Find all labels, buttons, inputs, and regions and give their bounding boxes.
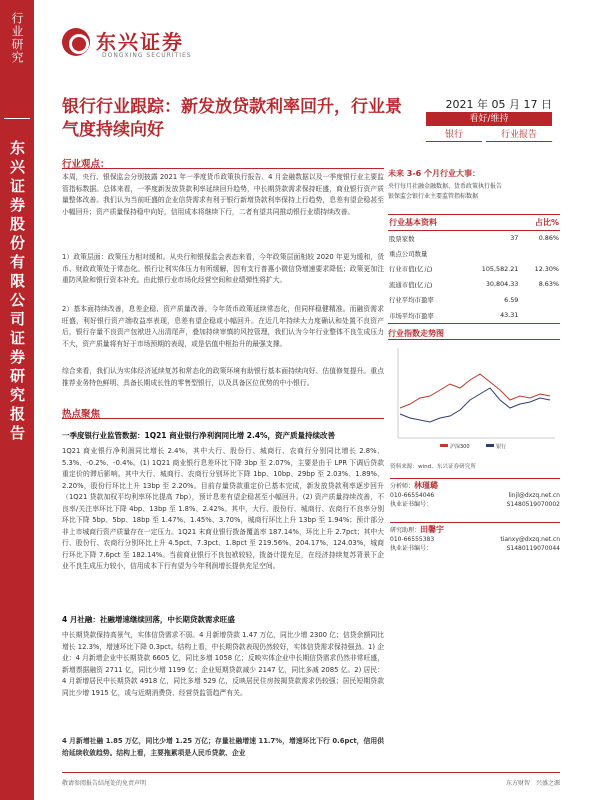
view-paragraph-3: 2）基本面持续改善，息差企稳、资产质量改善。今年货币政策延续常态化，但同样稳健精准。而融资需求旺盛，利好银行资产端收益率表现，息差有望企稳或小幅回升。在近几年持续大力度确认和处置不良资产后，银行存量不良资产包袱进入出清尾声，叠加持续审慎的风控管理，我们认为今年行业整体不良生成压力不大，资产质量将有好于市场预期的表现，或是估值中枢抬升的最强支撑。: [62, 305, 384, 348]
footer-disclaimer: 敬请参阅报告结尾处的免责声明: [62, 780, 147, 787]
row-value: 6.59: [504, 295, 519, 304]
row-value: [460, 246, 519, 262]
row-share: 8.63%: [538, 280, 559, 289]
row-key: 重点公司数量: [389, 249, 428, 258]
basic-heading: 行业基本资料: [389, 217, 437, 227]
row-key: 市场平均市盈率: [389, 311, 434, 320]
row-key: 行业市值(亿元): [389, 265, 433, 274]
hot-section-3-body: 4 月新增社融 1.85 万亿，同比少增 1.25 万亿；存量社融增速 11.7%，增速环比下行 0.6pct，信用供给延续收敛趋势。结构上看，主要拖累项是人民币贷款、企业: [62, 737, 384, 757]
logo-cn: 东兴证券: [96, 30, 184, 54]
chart-source: 资料来源：wind、东兴证券研究所: [390, 464, 476, 470]
view-paragraph-4: 综合来看，我们认为实体经济延续复苏和常态化的政策环境有助银行基本面持续向好、估值修复提升。重点推荐业务特色鲜明、具备长期成长性的零售型银行，以及具备区位优势的中小银行。: [62, 367, 384, 387]
sidebar: [0, 0, 34, 800]
industry-tag: 银行: [426, 128, 482, 142]
analyst-role: 分析师：: [390, 483, 415, 490]
trend-heading: 行业指数走势图: [388, 329, 444, 338]
assistant-tel: 010-66555383: [390, 536, 435, 543]
index-trend-chart: [390, 338, 560, 456]
row-share: [519, 246, 560, 262]
rating-badge: 看好/维持: [426, 112, 552, 126]
sidebar-divider: [4, 118, 30, 119]
series-line-bank: [400, 388, 550, 422]
report-title: 银行行业跟踪：新发放贷款利率回升，行业景气度持续向好: [62, 97, 402, 140]
analyst-tel: 010-66554046: [390, 492, 435, 499]
table-row: [388, 277, 560, 293]
row-share: [519, 308, 560, 324]
hot-heading: 热点聚焦: [62, 409, 101, 420]
view-rule: [62, 168, 384, 169]
view-heading: 行业观点：: [62, 159, 110, 170]
future-item: 银保监会银行业主要监管指标数据: [388, 192, 479, 200]
report-date: 2021 年 05 月 17 日: [426, 96, 552, 115]
assistant-cert-no: S1480119070044: [506, 545, 560, 552]
hot-rule: [62, 418, 384, 419]
assistant-cert-label: 执业证书编号：: [390, 545, 433, 552]
trend-svg: [390, 338, 560, 456]
assistant-role: 研究助理：: [390, 527, 421, 534]
hot-section-2-title: 4 月社融：社融增速继续回落，中长期贷款需求旺盛: [62, 615, 235, 624]
footer-slogan: 东方财智 兴盛之源: [505, 780, 560, 787]
assistant-name: 田馨宇: [420, 525, 445, 534]
row-value: 105,582.21: [481, 264, 519, 273]
hot-section-1-title: 一季度银行业监管数据：1Q21 商业银行净利润同比增 2.4%，资产质量持续改善: [62, 431, 336, 440]
assistant-email[interactable]: tianxy@dxzq.net.cn: [500, 536, 560, 543]
footer-rule: [62, 772, 560, 773]
row-value: 30,804.33: [485, 280, 519, 289]
future-item: 央行每月社融金融数据、货币政策执行报告: [388, 183, 503, 190]
legend-swatch-hs300: [440, 444, 448, 447]
row-share: [519, 292, 560, 308]
company-logo: [62, 26, 222, 66]
hot-section-2-body: 中长期贷款保持高景气，实体信贷需求不弱。4 月新增贷款 1.47 万亿，同比少增 2300 亿；信贷余额同比增长 12.3%，增速环比下降 0.3pct。结构上看，中长期贷款表现仍然较好，实体信贷需求保持强劲。1) 企业：4 月新增企业中长期贷款 6605 亿，同比多增 1058 亿；反映实体企业中长期信贷需求仍然非常旺盛，新增票据融资 2711 亿，同比少增 1199 亿；企业短期贷款减少 2147 亿，同比多减 2085 亿。2) 居民：4 月新增居民中长期贷款 4918 亿，同比多增 529 亿，反映居民住房按揭贷款需求仍较强；居民短期贷款同比少增 1915 亿，或与近期消费贷、经营贷监管趋严有关。: [62, 631, 384, 697]
row-share: 0.86%: [538, 234, 559, 242]
table-row: [388, 292, 560, 308]
analyst-cert-no: S1480519070002: [506, 501, 560, 508]
legend-swatch-bank: [486, 444, 494, 447]
row-share: 12.30%: [534, 264, 559, 273]
logo-mark-icon: [62, 28, 90, 56]
basic-col-share: 占比%: [534, 217, 559, 227]
assistant-card: [390, 522, 560, 553]
table-row: [388, 308, 560, 324]
row-key: 行业平均市盈率: [389, 296, 434, 305]
analyst-card: [390, 478, 560, 509]
table-row: [388, 246, 560, 262]
view-paragraph-1: 本周，央行、银保监会分别披露 2021 年一季度货币政策执行报告、4 月金融数据以及一季度银行业主要监管指标数据。总体来看，一季度新发放贷款利率延续回升趋势，中长期贷款需求保持旺盛，商业银行资产质量整体改善。我们认为当前旺盛的企业信贷需求有利于银行新增贷款利率保持上行趋势，息差有望企稳甚至小幅回升；资产质量保持稳中向好，信用成本将继续下行，二者有望共同推动银行业绩持续改善。: [62, 173, 384, 216]
future-heading: 未来 3-6 个月行业大事：: [388, 169, 481, 178]
row-value: 37: [510, 234, 519, 242]
industry-basic-table: [388, 214, 560, 324]
future-events: [388, 168, 560, 201]
analyst-cert-label: 执业证书编号：: [390, 501, 433, 508]
legend-label-hs300: 沪深300: [450, 444, 470, 450]
analyst-name: 林瑾璐: [414, 481, 439, 490]
view-paragraph-2: 1）政策层面：政策压力相对缓和。从央行和银保监会表态来看，今年政策层面相较 2020 年更为缓和，货币、财政政策处于常态化。银行让利实体压力有所缓解，因有支行普惠小微信贷增速要求降低；政策更加注重防风险和银行资本补充。由此银行业市场化经营空间和业绩弹性将扩大。: [62, 253, 384, 284]
row-key: 股票家数: [389, 234, 415, 243]
logo-en: DONGXING SECURITIES: [102, 52, 192, 59]
table-row: [388, 261, 560, 277]
analyst-email[interactable]: linjl@dxzq.net.cn: [508, 492, 560, 499]
legend-label-bank: 银行: [496, 444, 507, 450]
sidebar-company: 东兴证券股份有限公司证券研究报告: [8, 140, 26, 444]
row-key: 流通市值(亿元): [389, 280, 433, 289]
hot-section-1-body: 1Q21 商业银行净利润同比增长 2.4%，其中大行、股份行、城商行、农商行分别同比增长 2.8%、5.3%、-0.2%、-0.4%。(1) 1Q21 商业银行息差环比下降 3bp 至 2.07%，主要是由于 LPR 下调后贷款重定价的滞后影响。其中大行、城商行、农商行分别环比下降 1bp、10bp、29bp 至 2.03%、1.89%、2.20%，股份行环比上升 13bp 至 2.20%。目前存量贷款重定价已基本完成，新发放贷款利率逐步回升（1Q21 贷款加权平均利率环比提高 7bp），预计息差有望企稳甚至小幅回升。(2) 资产质量持续改善，不良率/关注率环比下降 4bp、13bp 至 1.8%、2.42%。其中，大行、股份行、城商行、农商行不良率分别环比下降 5bp、5bp、18bp 至 1.47%、1.45%、3.70%，城商行环比上升 13bp 至 1.94%；预计部分非上市城商行资产质量存在一定压力。1Q21 末商业银行拨备覆盖率 187.14%，环比上升 2.7pct；其中大行、股份行、农商行分别环比上升 4.5pct、7.3pct、1.8pct 至 219.56%、204.17%、124.03%，城商行环比下降 7.6pct 至 182.14%。当前商业银行不良包袱较轻，拨备计提充足，在经济持续复苏背景下企业不良生成压力较小，信用成本下行有望为今年利润增长提供充足空间。: [62, 447, 384, 570]
table-row: [388, 230, 560, 246]
row-value: 43.31: [500, 311, 519, 319]
sidebar-category: 行业研究: [10, 12, 24, 64]
report-type-tag: 行业报告: [486, 128, 552, 142]
